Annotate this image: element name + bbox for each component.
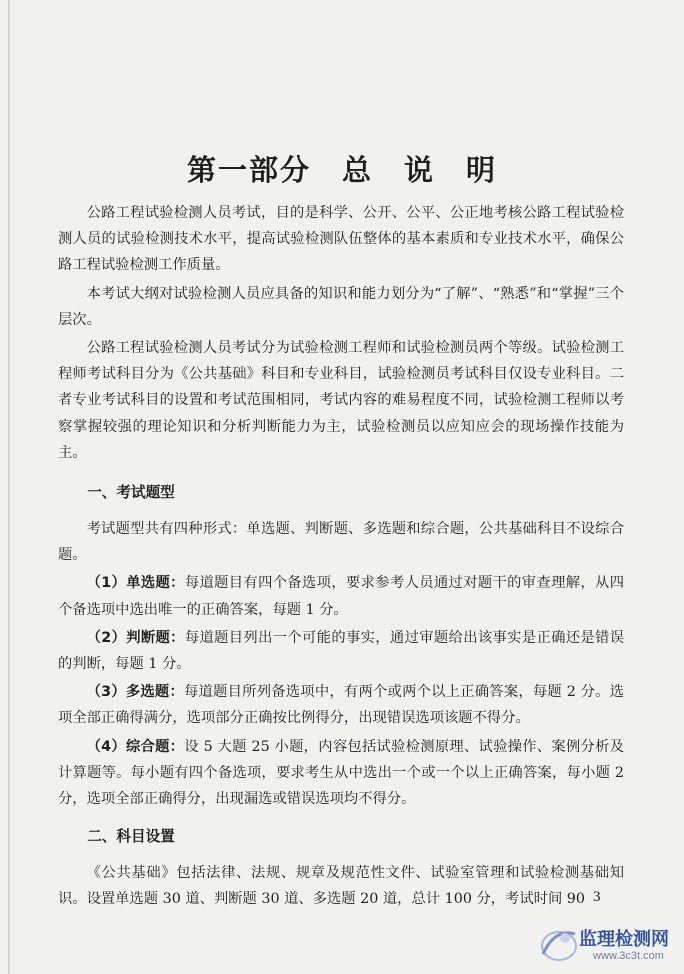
exam-types-lead: 考试题型共有四种形式：单选题、判断题、多选题和综合题，公共基础科目不设综合题。	[58, 521, 624, 564]
exam-type-text: 设 5 大题 25 小题，内容包括试验检测原理、试验操作、案例分析及计算题等。每小题有四个备选项，要求考生从中选出一个或一个以上正确答案，每小题 2 分，选项全部正确得分，出现漏选或错误选项均不得分。	[58, 738, 624, 808]
intro-paragraph-2: 本考试大纲对试验检测人员应具备的知识和能力划分为“了解”、“熟悉”和“掌握”三个层次。	[58, 285, 624, 328]
exam-type-text: 每道题目有四个备选项，要求参考人员通过对题干的审查理解，从四个备选项中选出唯一的正确答案，每题 1 分。	[58, 575, 624, 618]
page-title: 第一部分 总 说 明	[186, 153, 497, 187]
exam-type-text: 每道题目所列备选项中，有两个或两个以上正确答案，每题 2 分。选项全部正确得满分，选项部分正确按比例得分，出现错误选项该题不得分。	[58, 684, 625, 727]
exam-type-label: （1）单选题：	[86, 575, 185, 592]
watermark-site-name: 监理检测网	[579, 929, 669, 950]
watermark-logo-icon	[535, 924, 579, 964]
section-heading-subjects: 二、科目设置	[87, 828, 175, 846]
exam-type-label: （2）判断题：	[86, 629, 185, 646]
exam-type-multiple-choice	[58, 679, 624, 731]
exam-type-label: （4）综合题：	[86, 738, 185, 755]
section-heading-exam-types: 一、考试题型	[87, 484, 175, 502]
exam-type-single-choice	[58, 570, 624, 622]
intro-paragraph-3: 公路工程试验检测人员考试分为试验检测工程师和试验检测员两个等级。试验检测工程师考试科目分为《公共基础》科目和专业科目，试验检测员考试科目仅设专业科目。二者专业考试科目的设置和考试范围相同，考试内容的难易程度不同，试验检测工程师以考察掌握较强的理论知识和分析判断能力为主，试验检测员以应知应会的现场操作技能为主。	[58, 340, 624, 461]
exam-type-text: 每道题目列出一个可能的事实，通过审题给出该事实是正确还是错误的判断，每题 1 分。	[58, 629, 624, 673]
page-edge-shadow	[8, 0, 10, 974]
exam-type-label: （3）多选题：	[86, 684, 185, 701]
page-number: 3	[593, 889, 601, 905]
site-watermark	[535, 922, 680, 970]
intro-paragraph-1: 公路工程试验检测人员考试，目的是科学、公开、公平、公正地考核公路工程试验检测人员的试验检测技术水平，提高试验检测队伍整体的基本素质和专业技术水平，确保公路工程试验检测工作质量。	[58, 205, 624, 274]
watermark-site-url: www.3c3t.com	[593, 950, 664, 962]
body-text	[58, 200, 624, 913]
exam-type-comprehensive	[58, 734, 624, 813]
subjects-paragraph: 《公共基础》包括法律、法规、规章及规范性文件、试验室管理和试验检测基础知识。设置单选题 30 道、判断题 30 道、多选题 20 道，总计 100 分，考试时间 90	[58, 865, 624, 908]
exam-type-true-false	[58, 625, 624, 677]
